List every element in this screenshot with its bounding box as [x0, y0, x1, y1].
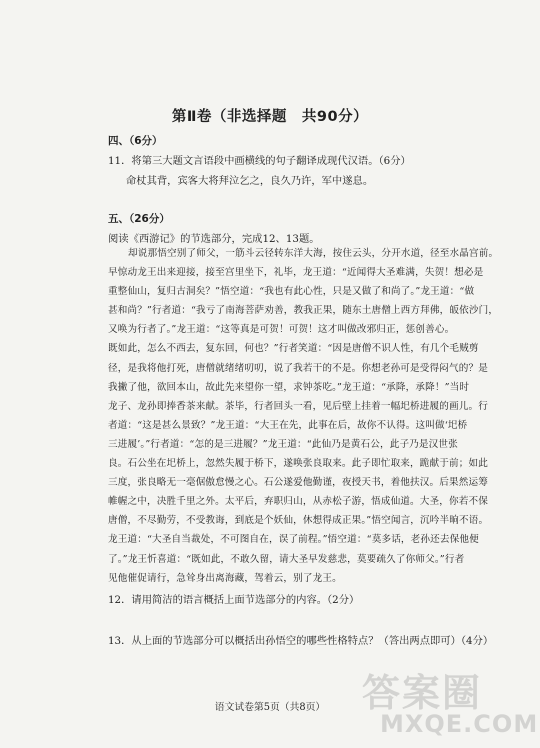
passage-line: 三度，张良略无一毫倨傲怠慢之心。石公遂爱他勤谨，夜授天书，着他扶汉。后果然运筹 — [108, 477, 489, 489]
question-11: 11．将第三大题文言语段中画横线的句子翻译成现代汉语。（6分） — [108, 155, 411, 167]
watermark-url: MXQE.COM — [380, 710, 539, 738]
passage-line: 又唤为行者了。”龙王道：“这等真是可贺！可贺！这才叫做改邪归正，惩创善心。 — [108, 324, 455, 336]
passage-line: 龙王道：“大圣自当裁处，不可图自在，误了前程。”悟空道：“莫多话，老孙还去保他便 — [108, 534, 479, 546]
passage-line: 见他催促请行，急耸身出离海藏，驾着云，别了龙王。 — [108, 572, 342, 584]
passage-line: 径，是我将他打死，唐僧就绪绪叨叨，说了我若干的不是。你想老孙可是受得闷气的？是 — [108, 362, 489, 374]
section-title: 第Ⅱ卷（非选择题 共90分） — [171, 109, 369, 125]
passage-line: 良。石公坐在圯桥上，忽然失履于桥下，遂唤张良取来。此子即忙取来，跪献于前；如此 — [108, 458, 489, 470]
section5-heading: 五、（26分） — [108, 213, 170, 225]
question-13: 13．从上面的节选部分可以概括出孙悟空的哪些性格特点？（答出两点即可）（4分） — [108, 635, 494, 647]
passage-line: 唐僧，不尽勤劳，不受教诲，到底是个妖仙，休想得成正果。”悟空闻言，沉吟半晌不语。 — [108, 515, 489, 527]
passage-line: 早惊动龙王出来迎接，接至宫里坐下，礼毕，龙王道：“近闻得大圣难满，失贺！想必是 — [108, 267, 484, 279]
page-footer: 语文试卷第5页（共8页） — [214, 702, 326, 713]
passage-line: 重整仙山，复归古洞矣？”悟空道：“我也有此心性，只是又做了和尚了。”龙王道：“做 — [108, 286, 475, 298]
translation-sentence: 命杖其背，宾客大将拜泣乞之，良久乃许，军中遂息。 — [126, 175, 374, 187]
passage-line: 我撇了他，欲回本山，故此先来望你一望，求钟茶吃。”龙王道：“承降，承降！”当时 — [108, 381, 470, 393]
passage-line: 帷幄之中，决胜千里之外。太平后，弃职归山，从赤松子游，悟成仙道。大圣，你若不保 — [108, 496, 489, 508]
passage-line: 却说那悟空别了师父，一筋斗云径转东洋大海，按住云头，分开水道，径至水晶宫前。 — [128, 248, 499, 259]
passage-line: 龙子、龙孙即捧香茶来献。茶毕，行者回头一看，见后壁上挂着一幅圯桥进履的画儿。行 — [108, 400, 489, 412]
section4-heading: 四、（6分） — [108, 135, 163, 147]
passage — [108, 244, 518, 588]
passage-line: 三进履’。”行者道：“怎的是三进履？”龙王道：“此仙乃是黄石公，此子乃是汉世张 — [108, 438, 458, 450]
passage-line: 了。”龙王忻喜道：“既如此，不敢久留，请大圣早发慈悲，莫要疏久了你师父。”行者 — [108, 553, 465, 565]
passage-line: 甚和尚？”行者道：“我亏了南海菩萨劝善，教我正果，随东土唐僧上西方拜佛，皈依沙门， — [108, 305, 499, 317]
question-12: 12．请用简洁的语言概括上面节选部分的内容。（2分） — [108, 594, 360, 606]
passage-line: 者道：“这是甚么景致？”龙王道：“大王在先，此事在后，故你不认得。这叫做‘圯桥 — [108, 419, 468, 431]
passage-line: 既如此，怎么不西去，复东回，何也？”行者笑道：“因是唐僧不识人性，有几个毛贼剪 — [108, 343, 479, 355]
watermark-text: 答案圈 — [362, 671, 483, 715]
reading-intro: 阅读《西游记》的节选部分，完成12、13题。 — [108, 233, 320, 245]
